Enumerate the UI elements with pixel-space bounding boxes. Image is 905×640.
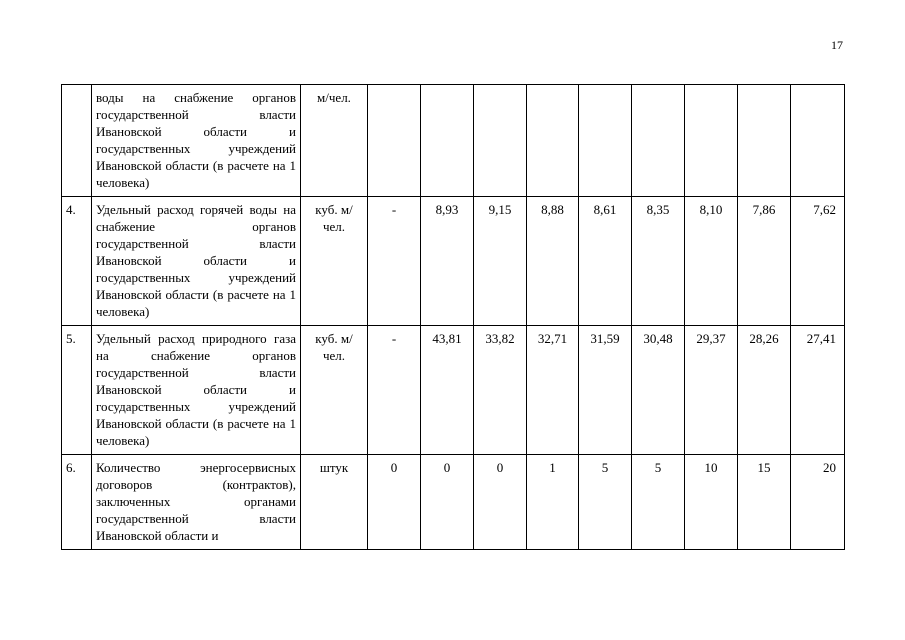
- value-cell: -: [368, 197, 421, 326]
- table-row: [62, 85, 845, 197]
- row-number: 4.: [62, 197, 92, 326]
- unit-cell: куб. м/чел.: [301, 326, 368, 455]
- value-cell: 30,48: [632, 326, 685, 455]
- value-cell: 10: [685, 455, 738, 550]
- value-cell: 0: [421, 455, 474, 550]
- value-cell: 5: [632, 455, 685, 550]
- value-cell: 0: [368, 455, 421, 550]
- value-cell: 15: [738, 455, 791, 550]
- value-cell: [527, 85, 579, 197]
- value-cell: 32,71: [527, 326, 579, 455]
- table-row: [62, 326, 845, 455]
- value-cell: [474, 85, 527, 197]
- row-number: [62, 85, 92, 197]
- value-cell: 31,59: [579, 326, 632, 455]
- unit-cell: штук: [301, 455, 368, 550]
- value-cell: 0: [474, 455, 527, 550]
- value-cell: 8,88: [527, 197, 579, 326]
- value-cell: -: [368, 326, 421, 455]
- row-number: 5.: [62, 326, 92, 455]
- row-number: 6.: [62, 455, 92, 550]
- value-cell: [579, 85, 632, 197]
- indicator-description: Удельный расход природного газа на снабжение органов государственной власти Ивановской области и государственных учреждений Ивановской области (в расчете на 1 человека): [92, 326, 301, 455]
- value-cell: [738, 85, 791, 197]
- value-cell: [632, 85, 685, 197]
- table-row: [62, 197, 845, 326]
- value-cell: 29,37: [685, 326, 738, 455]
- value-cell: [685, 85, 738, 197]
- value-cell: [368, 85, 421, 197]
- value-cell: 43,81: [421, 326, 474, 455]
- value-cell: [791, 85, 845, 197]
- page-number: 17: [831, 38, 843, 52]
- value-cell: 27,41: [791, 326, 845, 455]
- indicator-description: воды на снабжение органов государственной власти Ивановской области и государственных учреждений Ивановской области (в расчете на 1 человека): [92, 85, 301, 197]
- value-cell: 8,10: [685, 197, 738, 326]
- value-cell: [421, 85, 474, 197]
- unit-cell: м/чел.: [301, 85, 368, 197]
- indicators-table: [61, 84, 845, 550]
- value-cell: 20: [791, 455, 845, 550]
- value-cell: 1: [527, 455, 579, 550]
- indicator-description: Количество энергосервисных договоров (контрактов), заключенных органами государственной власти Ивановской области и: [92, 455, 301, 550]
- value-cell: 8,61: [579, 197, 632, 326]
- value-cell: 7,62: [791, 197, 845, 326]
- table-row: [62, 455, 845, 550]
- value-cell: 9,15: [474, 197, 527, 326]
- value-cell: 5: [579, 455, 632, 550]
- value-cell: 28,26: [738, 326, 791, 455]
- value-cell: 8,93: [421, 197, 474, 326]
- value-cell: 7,86: [738, 197, 791, 326]
- indicator-description: Удельный расход горячей воды на снабжение органов государственной власти Ивановской области и государственных учреждений Ивановской области (в расчете на 1 человека): [92, 197, 301, 326]
- unit-cell: куб. м/чел.: [301, 197, 368, 326]
- value-cell: 8,35: [632, 197, 685, 326]
- value-cell: 33,82: [474, 326, 527, 455]
